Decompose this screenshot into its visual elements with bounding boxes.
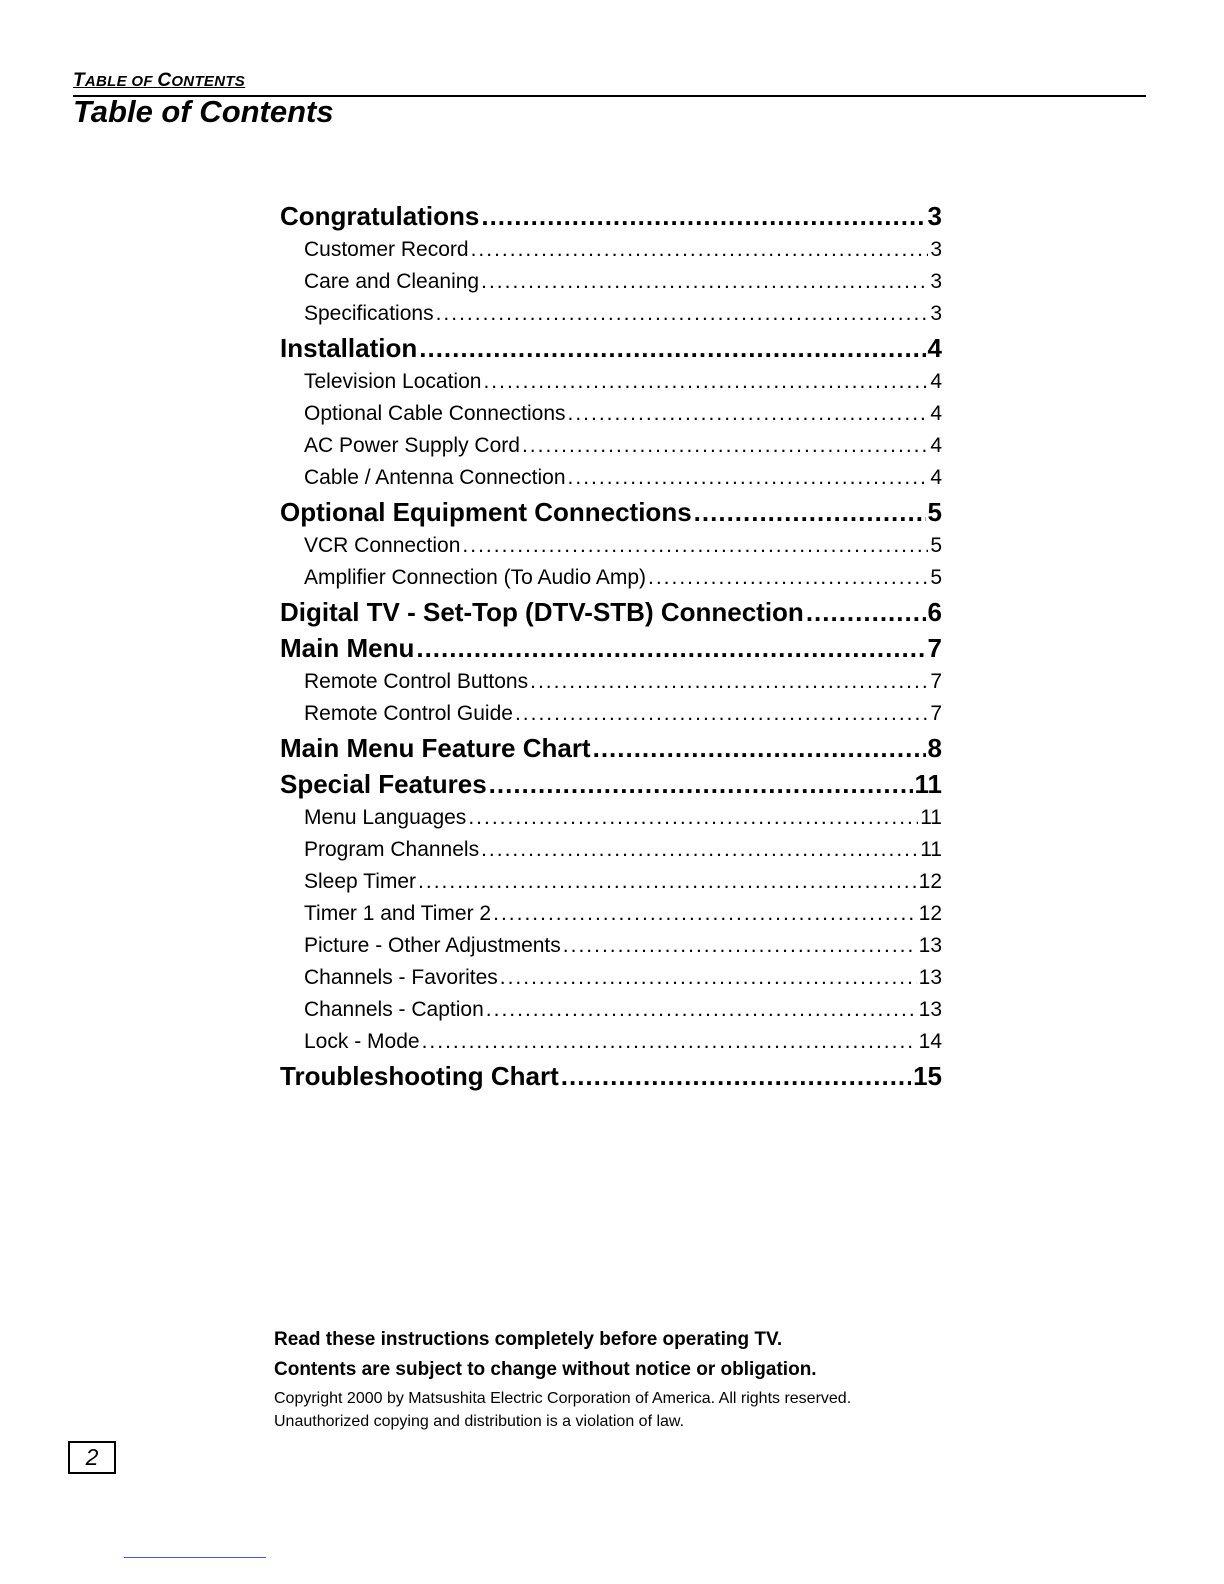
toc-entry-page: 5 [930,534,942,557]
toc-entry-title: Timer 1 and Timer 2 [304,902,492,925]
toc-entry-page: 11 [920,806,942,829]
dot-leader [471,234,929,266]
toc-entry-title: Care and Cleaning [304,270,480,293]
dot-leader [561,1058,911,1094]
toc-entry-page: 4 [927,333,942,363]
toc-entry-title: Main Menu Feature Chart [280,733,591,763]
toc-entry-title: Customer Record [304,238,469,261]
notice-read-instructions: Read these instructions completely before operating TV. [274,1329,783,1350]
toc-entry-page: 13 [918,934,942,957]
toc-entry-title: Channels - Caption [304,998,484,1021]
toc-section [280,198,942,234]
toc-entry-title: Amplifier Connection (To Audio Amp) [304,566,646,589]
toc-subsection [280,962,942,994]
toc-entry-page: 8 [927,733,942,763]
toc-entry-title: Remote Control Buttons [304,670,529,693]
toc-entry-page: 3 [927,201,942,231]
toc-entry-title: Channels - Favorites [304,966,498,989]
unauthorized-copying-line: Unauthorized copying and distribution is a violation of law. [274,1413,685,1430]
toc-entry-page: 3 [930,270,942,293]
bottom-rule [124,1557,266,1558]
toc-entry-page: 7 [927,633,942,663]
toc-subsection [280,866,942,898]
toc-section [280,630,942,666]
toc-section [280,1058,942,1094]
toc-subsection [280,298,942,330]
toc-entry-page: 5 [930,566,942,589]
toc-entry-page: 11 [914,769,942,799]
toc-entry-title: Installation [280,333,418,363]
dot-leader [493,898,917,930]
toc-entry-title: Menu Languages [304,806,467,829]
toc-entry-page: 6 [927,597,942,627]
toc-entry-page: 3 [930,302,942,325]
toc-section [280,594,942,630]
page-number-box: 2 [68,1441,116,1474]
toc-entry-page: 3 [930,238,942,261]
dot-leader [648,562,928,594]
toc-subsection [280,234,942,266]
dot-leader [483,366,928,398]
dot-leader [530,666,928,698]
toc-subsection [280,834,942,866]
toc-entry-title: Specifications [304,302,434,325]
dot-leader [419,330,925,366]
toc-entry-page: 4 [930,370,942,393]
dot-leader [522,430,928,462]
toc-subsection [280,898,942,930]
running-head-cap-c: C [157,70,172,91]
toc-entry-title: Program Channels [304,838,480,861]
toc-entry-page: 11 [920,838,942,861]
dot-leader [563,930,917,962]
copyright-line: Copyright 2000 by Matsushita Electric Corporation of America. All rights reserved. [274,1390,852,1407]
toc-entry-title: Special Features [280,769,487,799]
toc-subsection [280,398,942,430]
toc-section [280,494,942,530]
toc-entry-title: Main Menu [280,633,415,663]
toc-entry-title: Troubleshooting Chart [280,1061,559,1091]
dot-leader [462,530,928,562]
toc-entry-page: 15 [913,1061,942,1091]
toc-subsection [280,802,942,834]
toc-entry-title: Remote Control Guide [304,702,513,725]
toc-entry-title: Cable / Antenna Connection [304,466,566,489]
notice-subject-to-change: Contents are subject to change without notice or obligation. [274,1359,817,1380]
dot-leader [568,398,929,430]
toc-subsection [280,366,942,398]
running-head [73,70,245,92]
toc-subsection [280,462,942,494]
toc-entry-page: 5 [927,497,942,527]
toc-section [280,766,942,802]
toc-subsection [280,530,942,562]
toc-subsection [280,562,942,594]
toc-entry-page: 4 [930,466,942,489]
dot-leader [481,266,928,298]
toc-subsection [280,994,942,1026]
dot-leader [500,962,917,994]
table-of-contents [280,198,942,1094]
toc-entry-title: Picture - Other Adjustments [304,934,561,957]
running-head-small-caps-2: ONTENTS [171,73,246,90]
toc-entry-page: 4 [930,434,942,457]
toc-entry-page: 13 [918,998,942,1021]
toc-entry-title: AC Power Supply Cord [304,434,520,457]
toc-entry-page: 7 [930,670,942,693]
toc-subsection [280,666,942,698]
toc-subsection [280,698,942,730]
dot-leader [593,730,926,766]
toc-entry-title: Lock - Mode [304,1030,420,1053]
dot-leader [418,866,917,898]
toc-subsection [280,266,942,298]
dot-leader [694,494,926,530]
toc-entry-title: Sleep Timer [304,870,417,893]
dot-leader [416,630,925,666]
dot-leader [481,198,925,234]
notes [274,1325,851,1433]
dot-leader [515,698,928,730]
toc-entry-page: 4 [930,402,942,425]
toc-entry-title: Television Location [304,370,482,393]
dot-leader [481,834,918,866]
dot-leader [806,594,926,630]
toc-subsection [280,1026,942,1058]
toc-entry-page: 14 [918,1030,942,1053]
dot-leader [568,462,929,494]
toc-entry-title: Optional Cable Connections [304,402,566,425]
running-head-cap-t: T [73,70,85,91]
toc-section [280,330,942,366]
page-title: Table of Contents [73,94,334,129]
toc-entry-page: 7 [930,702,942,725]
dot-leader [486,994,917,1026]
toc-entry-title: Digital TV - Set-Top (DTV-STB) Connection [280,597,804,627]
dot-leader [422,1026,917,1058]
toc-entry-page: 12 [918,870,942,893]
toc-entry-title: Optional Equipment Connections [280,497,692,527]
dot-leader [468,802,918,834]
toc-entry-title: Congratulations [280,201,480,231]
running-head-small-caps-1: ABLE OF [84,73,158,90]
dot-leader [489,766,913,802]
toc-subsection [280,430,942,462]
toc-section [280,730,942,766]
toc-subsection [280,930,942,962]
toc-entry-page: 12 [918,902,942,925]
toc-entry-page: 13 [918,966,942,989]
dot-leader [436,298,929,330]
toc-entry-title: VCR Connection [304,534,461,557]
